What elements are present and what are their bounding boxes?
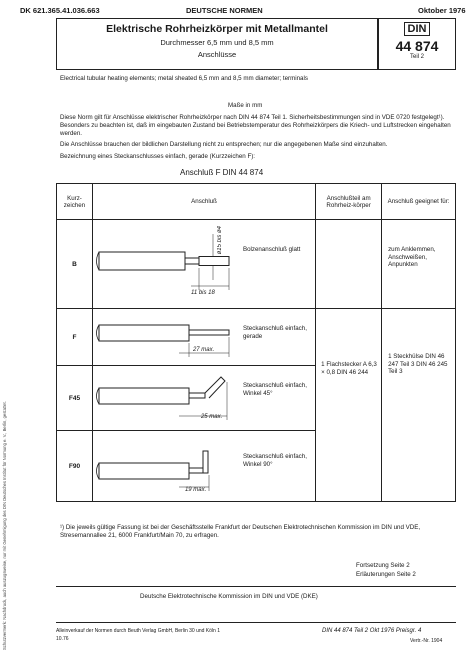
footer-divider: [56, 622, 456, 623]
standards-label: DEUTSCHE NORMEN: [186, 6, 263, 15]
row-drawing-b: [92, 220, 315, 309]
row-drawing-f45: [92, 366, 315, 431]
row-teil-flat: [316, 309, 382, 502]
angled-45-plug-drawing: [93, 366, 243, 430]
dim-length-f: 27 max.: [192, 347, 215, 353]
row-geeignet-b: [382, 220, 456, 309]
row-geeignet-flat: [382, 309, 456, 502]
row-code-f90: F90: [57, 431, 93, 502]
dim-length-f45: 25 max.: [200, 414, 223, 420]
teil-flat-text: 1 Flachstecker A 6,3 × 0,8 DIN 46 244: [321, 361, 377, 376]
geeignet-flat-text: 1 Steckhülse DIN 46 247 Teil 3 DIN 46 245 Teil 3: [388, 353, 448, 375]
designation-example: Anschluß F DIN 44 874: [180, 168, 264, 177]
copyright-sidebar: Schutzvermerk: Nachdruck, auch auszugsweise, nur mit Genehmigung des DIN Deutsches Institut für Normung e. V., Berlin, gestattet.: [2, 401, 7, 650]
row-code-f45: F45: [57, 366, 93, 431]
header-kurzzeichen: Kurz-zeichen: [57, 184, 93, 220]
paragraph-3: Bezeichnung eines Steckanschlusses einfach, gerade (Kurzzeichen F):: [60, 153, 256, 160]
document-subtitle-2: Anschlüsse: [197, 50, 237, 59]
label-f90: Steckanschluß einfach, Winkel 90°: [242, 453, 307, 468]
divider-line: [56, 586, 456, 587]
footer-vertr: Vertr.-Nr. 1904: [410, 638, 443, 644]
row-drawing-f: [92, 309, 315, 366]
title-box: [56, 18, 378, 70]
row-teil-b: [316, 220, 382, 309]
din-logo: DIN: [404, 22, 431, 36]
footer-code: 10.76: [56, 636, 69, 642]
header-anschluss: Anschluß: [92, 184, 315, 220]
straight-plug-drawing: [93, 309, 243, 365]
din-number-box: [378, 18, 456, 70]
footnote: ¹) Die jeweils gültige Fassung ist bei der Geschäftsstelle Frankfurt der Deutschen Elektrotechnischen Kommission im DIN und VDE, Stresemannallee 21, 6000 Frankfurt/Main 70, zu erfragen.: [60, 524, 421, 539]
header-anschlussteil: Anschlußteil am Rohrheiz-körper: [316, 184, 382, 220]
din-number: 44 874: [395, 38, 439, 54]
continuation-note: Fortsetzung Seite 2: [356, 562, 410, 569]
commission-line: Deutsche Elektrotechnische Kommission im DIN und VDE (DKE): [140, 593, 318, 600]
dk-number: DK 621.365.41.036.663: [20, 6, 100, 15]
issue-date: Oktober 1976: [418, 6, 466, 15]
geeignet-text-b: zum Anklemmen, Anschweißen, Anpunkten: [388, 246, 436, 268]
angled-90-plug-drawing: [93, 431, 243, 501]
explanations-note: Erläuterungen Seite 2: [356, 571, 416, 578]
footer-publisher: Alleinverkauf der Normen durch Beuth Verlag GmbH, Berlin 30 und Köln 1: [56, 628, 220, 634]
row-drawing-f90: [92, 431, 315, 502]
footer-reference: DIN 44 874 Teil 2 Okt 1976 Preisgr. 4: [322, 628, 422, 634]
terminals-table: [56, 183, 456, 502]
row-code-b: B: [57, 220, 93, 309]
label-f45: Steckanschluß einfach, Winkel 45°: [242, 382, 307, 397]
dimensions-note: Maße in mm: [228, 102, 263, 109]
dim-diameter-b: ø15 bis ø4: [216, 226, 223, 255]
document-title: Elektrische Rohrheizkörper mit Metallmantel: [106, 23, 328, 35]
dim-length-f90: 19 max.: [184, 487, 207, 493]
label-f: Steckanschluß einfach, gerade: [242, 325, 307, 340]
header-geeignet: Anschluß geeignet für:: [382, 184, 456, 220]
din-part: Teil 2: [409, 54, 424, 60]
dim-length-b: 11 bis 18: [190, 290, 215, 296]
row-code-f: F: [57, 309, 93, 366]
document-subtitle: Durchmesser 6,5 mm und 8,5 mm: [160, 38, 274, 47]
paragraph-2: Die Anschlüsse brauchen der bildlichen Darstellung nicht zu entsprechen; nur die angegebenen Maße sind einzuhalten.: [60, 141, 388, 148]
label-b: Bolzenanschluß glatt: [242, 246, 301, 253]
intro-paragraph: Diese Norm gilt für Anschlüsse elektrischer Rohrheizkörper nach DIN 44 874 Teil 1. Sicherheitsbestimmungen sind in VDE 0720 festgelegt¹). Besonders zu beachten ist, daß im eingebauten Zustand bei Betriebstemperatur des Rohrheizkörpers die Kriech- und Luftstrecken eingehalten werden.: [60, 114, 451, 137]
english-title: Electrical tubular heating elements; metal sheated 6,5 mm and 8,5 mm diameter; terminals: [60, 75, 308, 82]
